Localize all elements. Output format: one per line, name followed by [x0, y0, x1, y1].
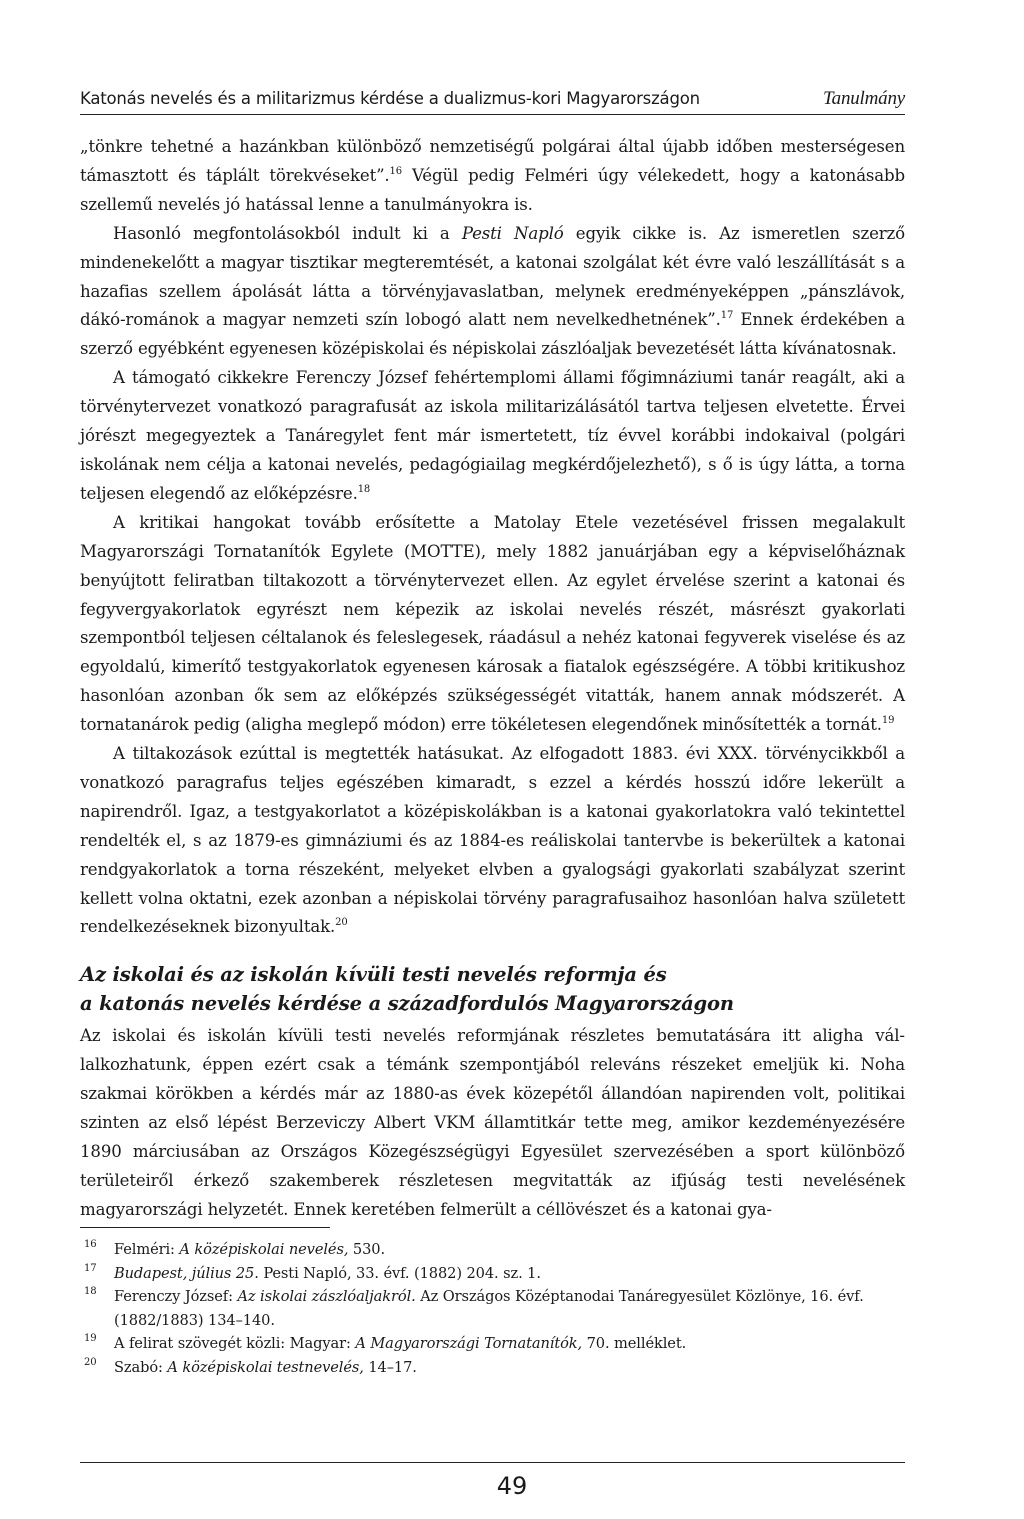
footnote-text [114, 1332, 905, 1356]
footnote-text-pre: Felméri: [114, 1241, 180, 1258]
main-text [80, 133, 905, 1225]
footnote-text-pre: A felirat szövegét közli: Magyar: [114, 1335, 356, 1352]
section-heading-line-1: Az iskolai és az iskolán kívüli testi nevelés reformja és [80, 963, 667, 987]
footnote-text [114, 1285, 905, 1332]
paragraph-3 [80, 364, 905, 509]
footnote-text-pre: Szabó: [114, 1358, 168, 1376]
footnote [80, 1285, 905, 1332]
paragraph-6: Az iskolai és iskolán kívüli testi nevelés reformjának részletes bemutatására itt aligha vállalkozhatunk, éppen ezért csak a témánk szempontjából releváns részeket emeljük ki. Noha szakmai körökben a kérdés már az 1880-as évek közepétől állandóan napirenden volt, politikai szinten az első lépést Berzeviczy Albert VKM államtitkár tette meg, amikor kezdeményezésére 1890 márciusában az Országos Közegészségügyi Egyesület szervezésében a sport különböző területeiről érkező szakemberek részletesen megvitatták az ifjúság testi nevelésének magyarországi helyzetét. Ennek keretében felmerült a céllövészet és a katonai gya- [80, 1026, 905, 1219]
footnote [80, 1356, 905, 1380]
paragraph-5-text: A tiltakozások ezúttal is megtették hatásukat. Az elfogadott 1883. évi XXX. törvénycikkből a vonatkozó paragrafus teljes egészében kimaradt, s ezzel a kérdés hosszú időre lekerült a napirendről. Igaz, a testgyakorlatot a középiskolákban is a katonai gyakorlatokra való tekintettel rendelték el, s az 1879-es gimnáziumi és az 1884-es reáliskolai tantervbe is bekerültek a katonai rendgyakorlatok a torna részeként, melyeket elvben a gyalogsági gyakorlati szabályzat szerint kellett volna oktatni, ezek azonban a népiskolai törvény paragrafusaihoz hasonlóan halva született rendelkezéseknek bizonyultak. [80, 744, 905, 937]
bottom-rule [80, 1462, 905, 1463]
running-title: Katonás nevelés és a militarizmus kérdése a dualizmus-kori Magyarországon [80, 89, 700, 108]
footnote [80, 1332, 905, 1356]
page-number: 49 [496, 1472, 528, 1500]
footnote-ref-18: 18 [357, 483, 371, 495]
footnote-text [114, 1262, 905, 1286]
footnote-text-post: 70. melléklet. [582, 1335, 687, 1352]
footnote [80, 1238, 905, 1262]
paragraph-2-italic: Pesti Napló [461, 223, 564, 243]
paragraph-4 [80, 509, 905, 740]
footnote-text-italic: Budapest, július 25. [114, 1264, 259, 1282]
footnote-text [114, 1356, 905, 1380]
footnote-ref-17: 17 [720, 310, 734, 322]
paragraph-1-text-a: „tönkre tehetné a hazánkban különböző nemzetiségű polgárai által újabb időben mesterségesen támasztott és táplált törekvéseket”. [80, 137, 905, 185]
footnote-text-italic: Az iskolai zászlóaljakról. [237, 1288, 416, 1305]
footnote-text-italic: A középiskolai nevelés, [179, 1241, 349, 1258]
footnote-separator [80, 1227, 330, 1228]
paragraph-3-text: A támogató cikkekre Ferenczy József fehértemplomi állami főgimnáziumi tanár reagált, aki a törvénytervezet vonatkozó paragrafusát az iskola militarizálásától tartva teljesen elvetette. Érvei jórészt megegyeztek a Tanáregylet fent már ismertetett, tíz évvel korábbi indokaival (polgári iskolának nem célja a katonai nevelés, pedagógiailag megkérdőjelezhető), s ő is úgy látta, a torna teljesen elegendő az előképzésre. [80, 368, 905, 503]
paragraph-4-text: A kritikai hangokat tovább erősítette a Matolay Etele vezetésével frissen megalakult Magyarországi Tornatanítók Egylete (MOTTE), mely 1882 januárjában egy a képviselőháznak benyújtott feliratban tiltakozott a törvénytervezet ellen. Az egylet érvelése szerint a katonai és fegyvergyakorlatok egyrészt nem képezik az iskolai nevelés részét, másrészt gyakorlati szempontból teljesen céltalanok és feleslegesek, ráadásul a nehéz katonai fegyverek viselése és az egyoldalú, kimerítő testgyakorlatok egyenesen károsak a fiatalok egészségére. A többi kritikushoz hasonlóan azonban ők sem az előképzés szükségességét vitatták, hanem annak módszerét. A tornatanárok pedig (aligha meglepő módon) erre tökéletesen elegendőnek minősítették a tornát. [80, 512, 905, 735]
paragraph-2-text-c: Ennek érdekében a szerző egyébként egyenesen középiskolai és népiskolai zászlóaljak bevezetését látta kívánatosnak. [80, 310, 905, 359]
paragraph-1 [80, 133, 905, 220]
footnote-text-post: 530. [348, 1241, 386, 1258]
footnotes [80, 1238, 905, 1379]
footnote-text-post: Pesti Napló, 33. évf. (1882) 204. sz. 1. [258, 1264, 541, 1282]
footnote-text-italic: A középiskolai testnevelés, [167, 1358, 364, 1376]
footnote-text-italic: A Magyarországi Tornatanítók, [355, 1335, 583, 1352]
footnote-number: 19 [84, 1333, 97, 1344]
paragraph-2 [80, 220, 905, 365]
footnote [80, 1262, 905, 1286]
footnote-number: 16 [84, 1239, 97, 1250]
footnote-number: 17 [84, 1262, 97, 1274]
footnote-text-post: Az Országos Középtanodai Tanáregyesület Közlönye, 16. évf. (1882/1883) 134–140. [114, 1288, 864, 1329]
footnote-text-post: 14–17. [363, 1358, 417, 1376]
paragraph-2-text-a: Hasonló megfontolásokból indult ki a [113, 223, 462, 243]
section-heading [80, 960, 905, 1018]
footnote-text-pre: Ferenczy József: [114, 1288, 238, 1305]
footnote-text [114, 1238, 905, 1262]
paragraph-5 [80, 740, 905, 942]
footnote-ref-20: 20 [335, 917, 348, 929]
footnote-number: 18 [84, 1286, 97, 1297]
footnote-ref-19: 19 [881, 715, 895, 727]
paragraph-1-text-b: Végül pedig Felméri úgy vélekedett, hogy a katonásabb szellemű nevelés jó hatással lenne a tanulmányokra is. [80, 165, 905, 214]
section-heading-line-2: a katonás nevelés kérdése a századfordulós Magyarországon [80, 992, 734, 1016]
footnote-ref-16: 16 [389, 165, 402, 177]
paragraph-2-text-b: egyik cikke is. Az ismeretlen szerző mindenekelőtt a magyar tisztikar megteremtését, a katonai szolgálat két évre való leszállítását s a hazafias szellem ápolását látta a törvényjavaslatban, melynek eredményeképpen „pánszlávok, dákó-románok a magyar nemzeti szín lobogó alatt nem nevelkedhetnének”. [80, 223, 905, 330]
section-label: Tanulmány [823, 88, 905, 109]
running-header [80, 88, 905, 115]
footnote-number: 20 [84, 1356, 97, 1368]
